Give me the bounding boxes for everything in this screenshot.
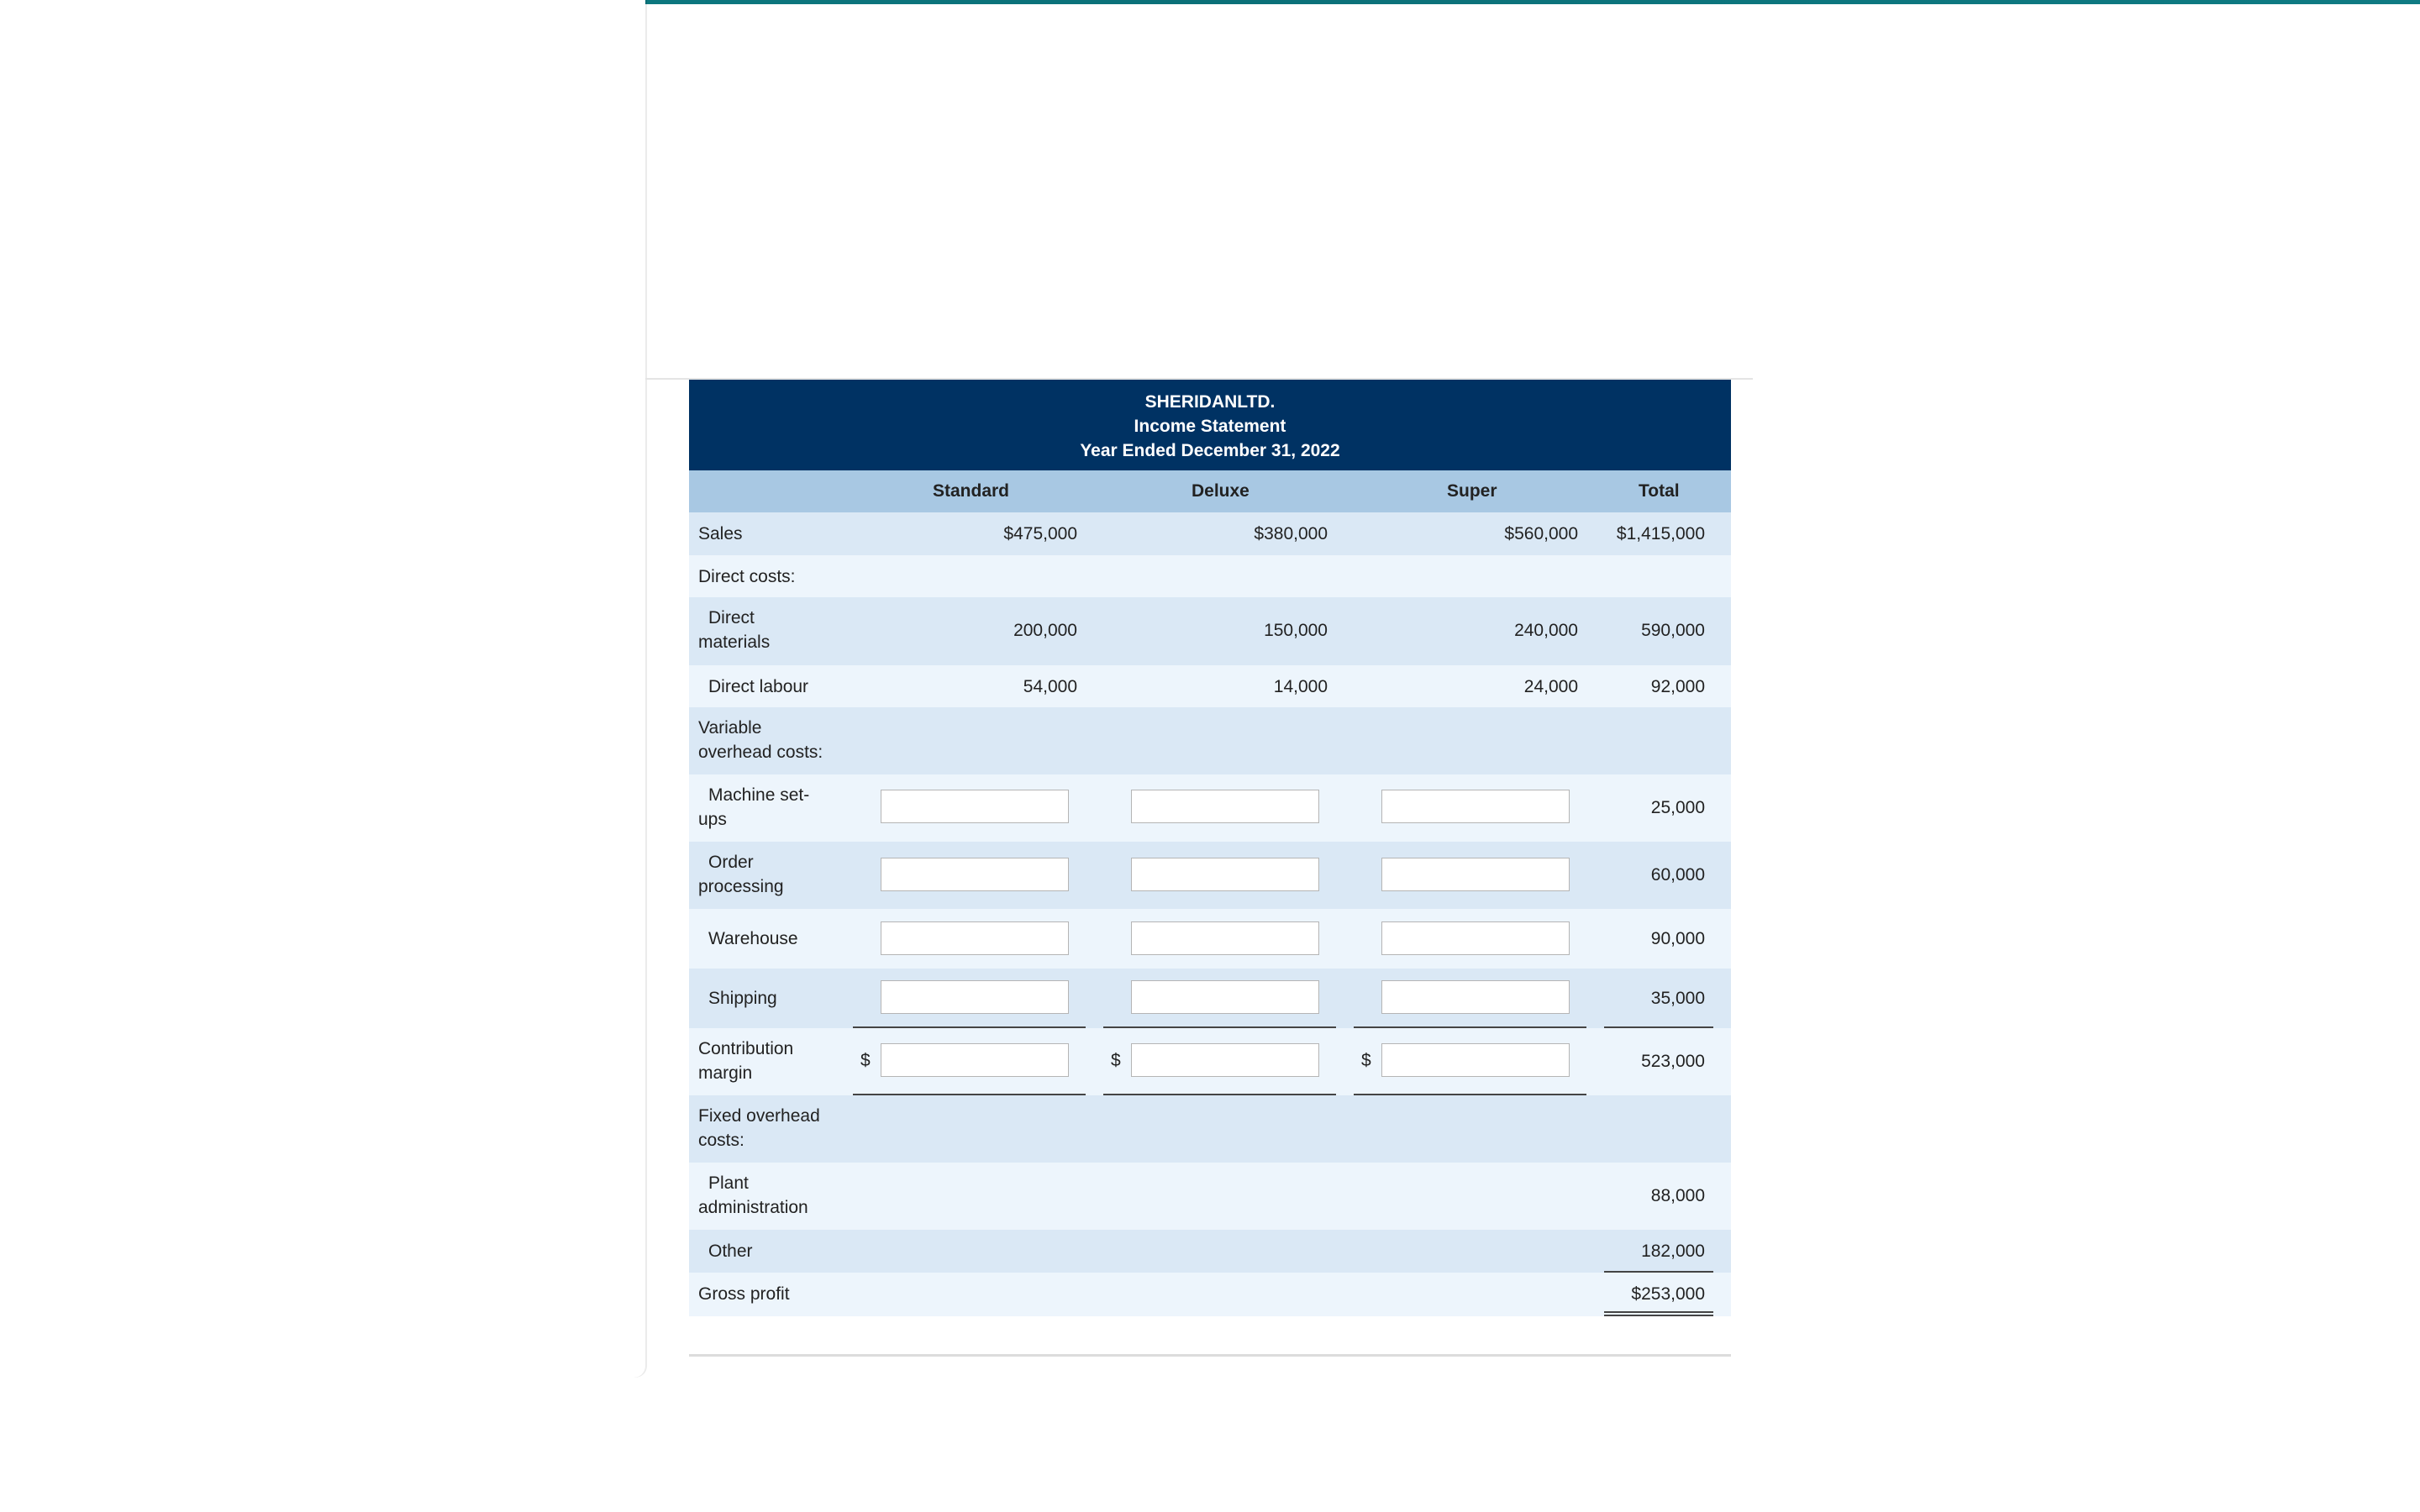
input-order-processing-deluxe[interactable]	[1131, 858, 1319, 891]
row-label	[698, 783, 809, 832]
statement-period: Year Ended December 31, 2022	[1080, 441, 1340, 460]
input-contribution-margin-deluxe[interactable]	[1131, 1043, 1319, 1077]
cell-total: 590,000	[1641, 621, 1705, 640]
cell-total: $253,000	[1631, 1284, 1705, 1304]
content-panel	[0, 0, 645, 1378]
cell-total: 92,000	[1650, 677, 1705, 696]
cell-total: 88,000	[1650, 1186, 1705, 1205]
row-label	[698, 1037, 793, 1085]
row-direct-materials	[689, 597, 1731, 665]
label-line-2: materials	[698, 633, 771, 652]
row-label	[698, 1104, 820, 1152]
input-machine-setups-standard[interactable]	[881, 790, 1069, 823]
cell-total: 25,000	[1650, 798, 1705, 817]
row-label: Warehouse	[708, 929, 798, 948]
input-shipping-super[interactable]	[1381, 980, 1570, 1014]
row-fixed-overhead	[689, 1095, 1731, 1163]
row-warehouse	[689, 909, 1731, 969]
input-contribution-margin-standard[interactable]	[881, 1043, 1069, 1077]
col-header-total: Total	[1639, 481, 1680, 501]
col-header-deluxe: Deluxe	[1192, 481, 1249, 501]
statement-header	[689, 380, 1731, 470]
column-headers	[689, 470, 1731, 512]
income-statement-table	[689, 380, 1731, 1316]
input-warehouse-super[interactable]	[1381, 921, 1570, 955]
label-line-1: Direct	[708, 608, 755, 627]
cell-standard: $475,000	[1003, 524, 1077, 543]
input-shipping-standard[interactable]	[881, 980, 1069, 1014]
row-label	[698, 1171, 808, 1220]
label-line-1: Machine set-	[708, 785, 810, 805]
row-other	[689, 1230, 1731, 1273]
double-underline-top	[1604, 1311, 1713, 1313]
label-line-2: ups	[698, 810, 727, 829]
cell-total: 182,000	[1641, 1242, 1705, 1261]
dollar-sign-standard: $	[860, 1051, 871, 1070]
dollar-sign-deluxe: $	[1111, 1051, 1121, 1070]
row-plant-administration	[689, 1163, 1731, 1230]
row-label: Shipping	[708, 989, 777, 1008]
label-line-2: overhead costs:	[698, 743, 823, 762]
row-contribution-margin	[689, 1028, 1731, 1095]
row-label: Gross profit	[698, 1284, 790, 1304]
cell-total: 35,000	[1650, 989, 1705, 1008]
dollar-sign-super: $	[1361, 1051, 1371, 1070]
input-order-processing-super[interactable]	[1381, 858, 1570, 891]
row-label	[698, 606, 770, 654]
cell-super: $560,000	[1504, 524, 1578, 543]
cell-standard: 200,000	[1013, 621, 1077, 640]
section-bottom-rule	[689, 1354, 1731, 1357]
input-machine-setups-deluxe[interactable]	[1131, 790, 1319, 823]
row-label: Other	[708, 1242, 753, 1261]
double-underline-bottom	[1604, 1315, 1713, 1316]
input-contribution-margin-super[interactable]	[1381, 1043, 1570, 1077]
row-variable-overhead	[689, 707, 1731, 774]
input-warehouse-deluxe[interactable]	[1131, 921, 1319, 955]
cell-total: 523,000	[1641, 1052, 1705, 1071]
label-line-1: Variable	[698, 718, 762, 738]
row-label: Direct labour	[708, 677, 809, 696]
label-line-2: costs:	[698, 1131, 744, 1150]
cell-total: $1,415,000	[1616, 524, 1705, 543]
cell-deluxe: $380,000	[1254, 524, 1328, 543]
cell-standard: 54,000	[1023, 677, 1077, 696]
cell-super: 24,000	[1523, 677, 1578, 696]
label-line-1: Plant	[708, 1173, 749, 1193]
statement-title: Income Statement	[1134, 417, 1286, 436]
cell-deluxe: 150,000	[1264, 621, 1328, 640]
row-gross-profit	[689, 1273, 1731, 1316]
row-sales	[689, 512, 1731, 555]
row-machine-setups	[689, 774, 1731, 842]
row-direct-costs	[689, 555, 1731, 597]
label-line-1: Contribution	[698, 1039, 794, 1058]
input-machine-setups-super[interactable]	[1381, 790, 1570, 823]
row-shipping	[689, 969, 1731, 1028]
col-header-standard: Standard	[933, 481, 1010, 501]
input-shipping-deluxe[interactable]	[1131, 980, 1319, 1014]
company-name: SHERIDANLTD.	[1144, 392, 1276, 412]
col-header-super: Super	[1447, 481, 1497, 501]
label-line-1: Order	[708, 853, 754, 872]
label-line-2: processing	[698, 877, 784, 896]
row-label	[698, 850, 784, 899]
row-label: Direct costs:	[698, 567, 796, 586]
row-label	[698, 716, 823, 764]
input-warehouse-standard[interactable]	[881, 921, 1069, 955]
row-order-processing	[689, 842, 1731, 909]
cell-total: 60,000	[1650, 865, 1705, 885]
cell-super: 240,000	[1514, 621, 1578, 640]
label-line-2: margin	[698, 1063, 753, 1083]
row-label: Sales	[698, 524, 743, 543]
cell-deluxe: 14,000	[1273, 677, 1328, 696]
label-line-2: administration	[698, 1198, 808, 1217]
row-direct-labour	[689, 665, 1731, 707]
cell-total: 90,000	[1650, 929, 1705, 948]
label-line-1: Fixed overhead	[698, 1106, 820, 1126]
input-order-processing-standard[interactable]	[881, 858, 1069, 891]
